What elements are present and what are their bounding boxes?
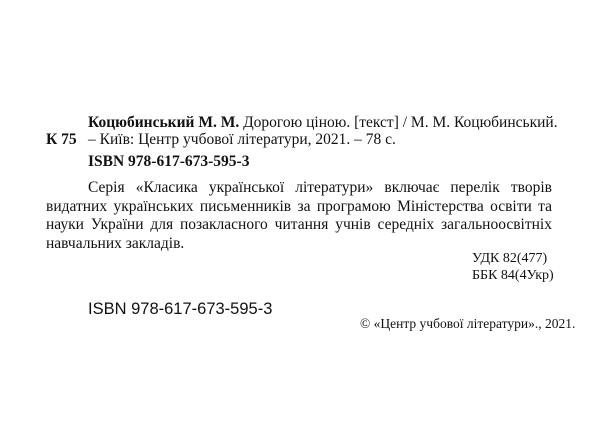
annotation-text: Серія «Класика української літератури» включає перелік творів видатних українських письменників за програмою Міністерства освіти та науки України для позакласного читання учнів середніх загальноосвітніх навчальних закладів. bbox=[46, 179, 552, 252]
udk-code: УДК 82(477) bbox=[472, 251, 548, 266]
title-and-responsibility: Дорогою ціною. [текст] / М. М. Коцюбинський. bbox=[239, 114, 558, 131]
copyright-notice: © «Центр учбової літератури»., 2021. bbox=[360, 316, 576, 331]
bbk-code: ББК 84(4Укр) bbox=[472, 268, 554, 283]
isbn-bold: ISBN 978-617-673-595-3 bbox=[88, 153, 250, 170]
author-index-code: К 75 bbox=[46, 131, 77, 148]
publication-details: – Київ: Центр учбової літератури, 2021. – 78 с. bbox=[88, 131, 396, 148]
author-name: Коцюбинський М. М. bbox=[88, 114, 240, 131]
bibliographic-heading-line bbox=[88, 114, 558, 132]
isbn-plain: ISBN 978-617-673-595-3 bbox=[88, 300, 273, 318]
